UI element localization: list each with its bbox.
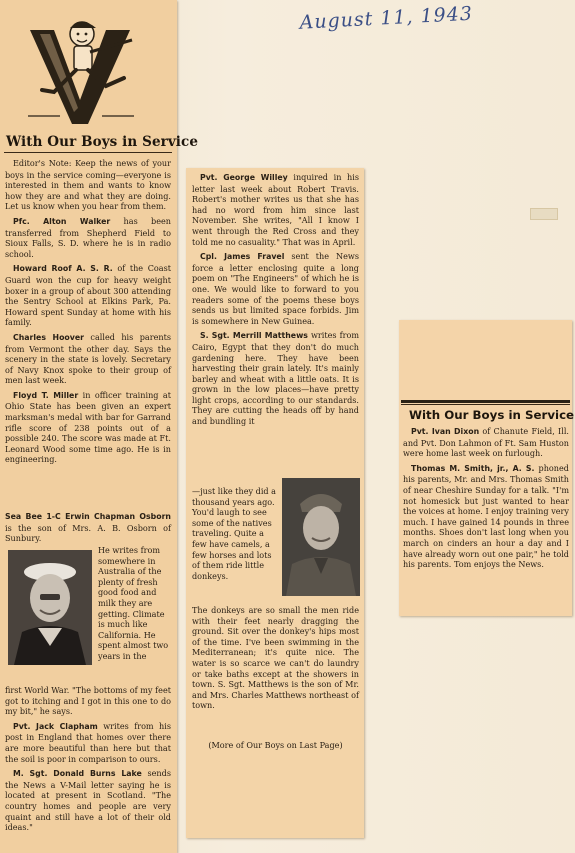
item-erwin-osborn-end: first World War. "The bottoms of my feet got to itching and I got in this one to do my bit," he says. xyxy=(5,685,171,717)
item-erwin-osborn: Sea Bee 1-C Erwin Chapman Osborn is the son of Mrs. A. B. Osborn of Sunbury. xyxy=(5,512,171,544)
title-rule-top xyxy=(401,400,570,403)
soldier-portrait-photo xyxy=(282,478,360,596)
column-title: With Our Boys in Service xyxy=(6,134,199,150)
sailor-portrait-photo xyxy=(8,550,92,665)
item-jack-clapham: Pvt. Jack Clapham writes from his post in England that homes over there are more beautiful than here but that the soil is poor in comparison to ours. xyxy=(5,720,171,764)
item-howard-roof: Howard Roof A. S. R. of the Coast Guard won the cup for heavy weight boxer in a group of about 300 attending the Sentry School at Elkins Park, Pa. Howard spent Sunday at home with his family. xyxy=(5,263,171,328)
item-donald-lake: M. Sgt. Donald Burns Lake sends the News a V-Mail letter saying he is located at present in Scotland. "The country homes and people are very quaint and still have a lot of their old ideas." xyxy=(5,768,171,833)
item-merrill-matthews: S. Sgt. Merrill Matthews writes from Cairo, Egypt that they don't do much gardening here. They have been harvesting their grain lately. It's mainly barley and wheat with a little oats. It is grown in the low places—have pretty light crops, according to our standards. They are cutting the heads off by hand and bundling it xyxy=(192,330,359,427)
item-floyd-miller: Floyd T. Miller in officer training at Ohio State has been given an expert marksman's medal with bar for Garrand rifle score of 238 points out of a possible 240. The score was made at Ft. Leonard Wood some time ago. He is in engineering. xyxy=(5,389,171,465)
clipping-left xyxy=(0,0,199,853)
item-merrill-matthews-end: The donkeys are so small the men ride with their feet nearly dragging the ground. Sit over the donkey's hips most of the time. I've been swimming in the Mediterranean; it's quite nice. The water is so scarce we can't do laundry or take baths except at the showers in town. S. Sgt. Matthews is the son of Mr. and Mrs. Charles Matthews northeast of town. xyxy=(192,605,359,711)
handwritten-date: August 11, 1943 xyxy=(299,2,474,34)
article-body-top xyxy=(5,158,171,469)
paper-tab xyxy=(530,208,558,220)
column-3-title: With Our Boys in Service xyxy=(409,408,575,422)
item-ivan-dixon: Pvt. Ivan Dixon of Chanute Field, Ill. and Pvt. Don Lahmon of Ft. Sam Huston were home last week on furlough. xyxy=(403,426,569,459)
item-alton-walker: Pfc. Alton Walker has been transferred from Shepherd Field to Sioux Falls, S. D. where he is in radio school. xyxy=(5,215,172,259)
column-3-body xyxy=(403,426,569,574)
more-on-last-page-note: (More of Our Boys on Last Page) xyxy=(208,740,343,750)
item-erwin-osborn-continued: He writes from somewhere in Australia of the plenty of fresh good food and milk they are getting. Climate is much like California. He spent almost two years in the xyxy=(98,545,169,661)
article-body-bottom xyxy=(5,685,171,837)
item-merrill-matthews-continued: —just like they did a thousand years ago. You'd laugh to see some of the natives traveling. Quite a few have camels, a few horses and lots of them ride little donkeys. xyxy=(192,486,276,581)
editors-note: Editor's Note: Keep the news of your boys in the service coming—everyone is interested in them and wants to know how they are and what they are doing. Let us know when you hear from them. xyxy=(5,158,171,212)
title-rule xyxy=(4,152,172,153)
title-rule-thin xyxy=(401,404,570,405)
item-charles-hoover: Charles Hoover called his parents from Vermont the other day. Says the scenery in the state is lovely. Secretary of Navy Knox spoke to their group of men last week. xyxy=(5,331,171,386)
item-thomas-smith: Thomas M. Smith, jr., A. S. phoned his parents, Mr. and Mrs. Thomas Smith of near Cheshire Sunday for a talk. "I'm not homesick but just wanted to hear the voices at home. I enjoy training very much. I have gained 14 pounds in three months. Shoes don't last long when you march on cinders an hour a day and I have already worn out one pair," he told his parents. Tom enjoys the News. xyxy=(403,462,569,570)
item-james-fravel: Cpl. James Fravel sent the News force a letter enclosing quite a long poem on "The Engineers" of which he is one. We would like to forward to you readers some of the poems these boys sends us but limited space forbids. Jim is somewhere in New Guinea. xyxy=(192,251,359,326)
column-2-body xyxy=(192,172,359,431)
item-george-willey: Pvt. George Willey inquired in his letter last week about Robert Travis. Robert's mother writes us that she has had no word from him since last November. She writes, "All I know I went through the Red Cross and they told me no casuality." That was in April. xyxy=(192,172,359,247)
v-emblem-icon xyxy=(20,12,140,130)
